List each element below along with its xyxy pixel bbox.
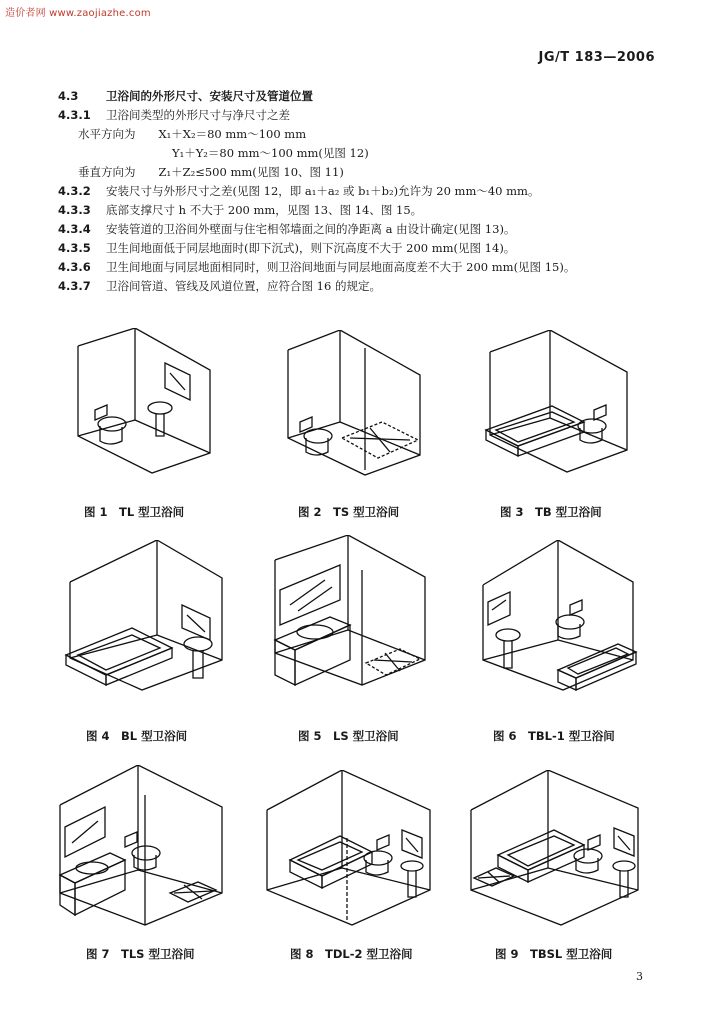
clause-line-y: Y₁＋Y₂＝80 mm～100 mm(见图 12) [172,146,369,160]
page-number: 3 [636,970,643,983]
section-heading [58,88,313,104]
clause-4-3-5 [58,240,515,256]
section-number: 4.3 [58,89,79,103]
figure-caption-6: 图 6 TBL-1 型卫浴间 [493,729,615,743]
clause-text-line: 安装尺寸与外形尺寸之差(见图 12，即 a₁＋a₂ 或 b₁＋b₂)允许为 20 mm～40 mm。 [106,184,540,198]
figure-caption-3: 图 3 TB 型卫浴间 [500,505,602,519]
figure-caption-5: 图 5 LS 型卫浴间 [298,729,399,743]
clause-number: 4.3.2 [58,184,91,198]
figure-caption-1: 图 1 TL 型卫浴间 [84,505,185,519]
clause-text-line: 卫生间地面与同层地面相同时，则卫浴间地面与同层地面高度差不大于 200 mm(见图 15)。 [106,260,576,274]
figure-caption-9: 图 9 TBSL 型卫浴间 [495,947,613,961]
figure-caption-8: 图 8 TDL-2 型卫浴间 [290,947,413,961]
tbsl-bathroom-icon [466,770,646,930]
tbl1-bathroom-icon [478,540,638,700]
clause-text-line: 安装管道的卫浴间外壁面与住宅相邻墙面之间的净距离 a 由设计确定(见图 13)。 [106,222,516,236]
clause-text-line: 卫浴间类型的外形尺寸与净尺寸之差 [106,108,290,122]
clause-text-line: 卫生间地面低于同层地面时(即下沉式)，则下沉高度不大于 200 mm(见图 14)。 [106,241,516,255]
tls-bathroom-icon [50,765,230,930]
tl-bathroom-icon [70,328,220,478]
clause-number: 4.3.5 [58,241,91,255]
clause-number: 4.3.6 [58,260,91,274]
section-title: 卫浴间的外形尺寸、安装尺寸及管道位置 [106,89,313,103]
tb-bathroom-icon [482,330,632,480]
clause-4-3-6 [58,259,575,275]
figure-caption-4: 图 4 BL 型卫浴间 [86,729,188,743]
bl-bathroom-icon [62,540,227,695]
clause-number: 4.3.7 [58,279,91,293]
clause-line-horizontal: 水平方向为 X₁＋X₂＝80 mm～100 mm [78,127,307,141]
clause-number: 4.3.3 [58,203,91,217]
clause-number: 4.3.1 [58,108,91,122]
clause-4-3-4 [58,221,515,237]
standard-number: JG/T 183—2006 [538,50,655,65]
clause-text-line: 卫浴间管道、管线及风道位置，应符合图 16 的规定。 [106,279,381,293]
watermark: 造价者网 www.zaojiazhe.com [5,8,151,19]
figure-caption-7: 图 7 TLS 型卫浴间 [86,947,195,961]
clause-4-3-2 [58,183,539,199]
ts-bathroom-icon [280,330,430,480]
clause-4-3-3 [58,202,422,218]
clause-4-3-1 [58,107,290,123]
clause-4-3-7 [58,278,381,294]
tdl2-bathroom-icon [262,770,437,930]
clause-number: 4.3.4 [58,222,91,236]
figure-caption-2: 图 2 TS 型卫浴间 [298,505,400,519]
clause-line-vertical: 垂直方向为 Z₁＋Z₂≤500 mm(见图 10、图 11) [78,165,344,179]
clause-text-line: 底部支撑尺寸 h 不大于 200 mm，见图 13、图 14、图 15。 [106,203,423,217]
ls-bathroom-icon [270,535,430,695]
